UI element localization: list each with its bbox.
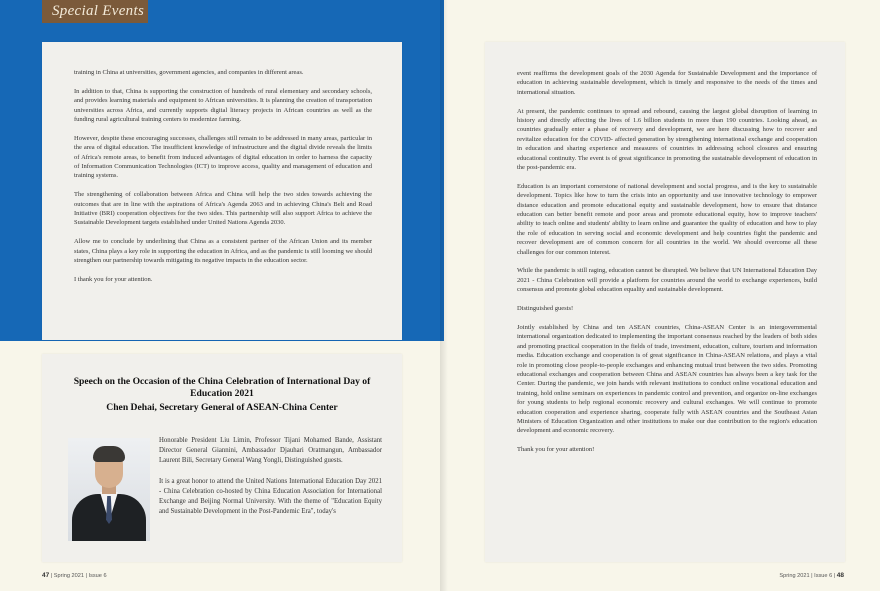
page-number: 48 [836, 572, 844, 579]
section-label: Special Events [42, 0, 148, 23]
paragraph: training in China at universities, government agencies, and companies in different areas. [74, 69, 304, 76]
paragraph: It is a great honor to attend the United Nations International Education Day 2021 - China Celebration co-hosted by China Education Association for International Exchange and Beijing Normal University. With the theme of "Education Equity and Sustainable Development in the Post-Pandemic Era", today's [159, 477, 382, 516]
paragraph: However, despite these encouraging successes, challenges still remain to be addressed in many areas, particular in the area of digital education. The insufficient knowledge of infrastructure and the digital divide reveals the limits of Africa's remote areas, to benefit from induced advantages of digital education in order to harness the capacity of Information Communication Technologies (ICT) to improve access, quality and management of education and training systems. [74, 134, 372, 180]
paragraph: Jointly established by China and ten ASEAN countries, China-ASEAN Center is an intergovernmental international organization dedicated to implementing the important consensus reached by the leaders of both sides and promoting practical cooperation in the fields of trade, investment, education, culture, tourism and information media. Education exchange and cooperation is of great significance in China-ASEAN relations, and plays a vital role in promoting close people-to-people exchanges and enhancing mutual trust between the two sides. Promoting educational exchanges and cooperation between China and ASEAN countries has always been a key task for the Center. During the pandemic, we join hands with relevant institutions to conduct online vocational education and training, hold online seminars on experiences in pandemic control and prevention, and organize on-line exchanges for young students to help regional economic recovery and cultural exchanges. We will continue to promote education cooperation and experience sharing, cooperate fully with ASEAN countries and the Southeast Asian Ministers of Education Organization and other institutions to make our due contribution to the region's education development and economic recovery. [517, 323, 817, 435]
paragraph: Thank you for your attention! [517, 446, 595, 454]
speech-article-panel [42, 354, 402, 562]
issue-info: | Spring 2021 | Issue 6 [50, 573, 107, 579]
speaker-portrait [68, 438, 150, 541]
right-article-panel [485, 42, 845, 562]
issue-info: Spring 2021 | Issue 6 | [779, 573, 836, 579]
page-number: 47 [42, 572, 50, 579]
left-page-footer [42, 572, 107, 579]
paragraph: The strengthening of collaboration between Africa and China will help the two sides towards achieving the outcomes that are in line with the aspirations of Africa's Agenda 2063 and in achieving China's Belt and Road Initiative (BRI) cooperation objectives for the two sides. This partnership will also support Africa to achieve the Sustainable Development targets established under United Nations Agenda 2030. [74, 191, 372, 227]
paragraph: At present, the pandemic continues to spread and rebound, causing the largest global disruption of learning in history and directly affecting the lives of 1.6 billion students in more than 190 countries. Looking ahead, as countries gradually enter a phase of recovery and development, we are here discussing how to recover and revitalize education for the COVID- affected generation by strengthening international exchange and cooperation in education and sharing experience and measures of countries in addressing school closures and ensuring educational continuity. The event is of great significance in promoting the sustainable development of education in the post-pandemic era. [517, 107, 817, 172]
paragraph: Allow me to conclude by underlining that China as a consistent partner of the African Union and its member states, China plays a key role in supporting the education in Africa, and as the pandemic is still looming we should strengthen our partnership towards mitigating its negative impacts in the education sector. [74, 238, 372, 265]
paragraph: In addition to that, China is supporting the construction of hundreds of rural elementary and secondary schools, and provides learning materials and equipment to African universities. It is planning the creation of transportation universities across Africa, and currently supports digital literacy projects in African countries as well as the funding rural agricultural training centers to modernize farming. [74, 87, 372, 124]
paragraph: Distinguished guests! [517, 305, 574, 313]
speech-author: Chen Dehai, Secretary General of ASEAN-China Center [106, 402, 338, 413]
paragraph: I thank you for your attention. [74, 275, 153, 283]
speech-text [159, 436, 382, 527]
left-top-article-panel [42, 42, 402, 340]
paragraph: event reaffirms the development goals of the 2030 Agenda for Sustainable Development and the importance of education in achieving sustainable development, which is timely and responsive to the needs of the times and international situation. [517, 70, 817, 96]
paragraph: While the pandemic is still raging, education cannot be disrupted. We believe that UN International Education Day 2021 - China Celebration will provide a platform for countries around the world to exchange experiences, build consensus and promote global education equality and sustainable development. [517, 267, 817, 294]
page-gutter [440, 0, 448, 591]
speech-title: Speech on the Occasion of the China Celebration of International Day of Education 2021 [73, 376, 371, 399]
right-page-footer [779, 572, 844, 579]
paragraph: Education is an important cornerstone of national development and social progress, and is the key to sustainable development. Topics like how to turn the crisis into an opportunity and use innovative technology to empower distance education and promote educational equity and sustainable development, how to ensure that distance education can better benefit remote and poor areas and promote educational equity, how to improve teachers' ability to teach online and students' ability to learn online and guarantee the quality of education and how to play the role of education in serving social and economic development and help countries fight the pandemic and recover development are of common concern for all countries in the world. We should overcome all these challenges for our common interest. [517, 182, 817, 256]
paragraph: Honorable President Liu Limin, Professor Tijani Mohamed Bande, Assistant Director General Giannini, Ambassador Djauhari Oratmangun, Ambassador Laurent Bili, Secretary General Wang Yongli, Distinguished guests. [159, 437, 382, 465]
